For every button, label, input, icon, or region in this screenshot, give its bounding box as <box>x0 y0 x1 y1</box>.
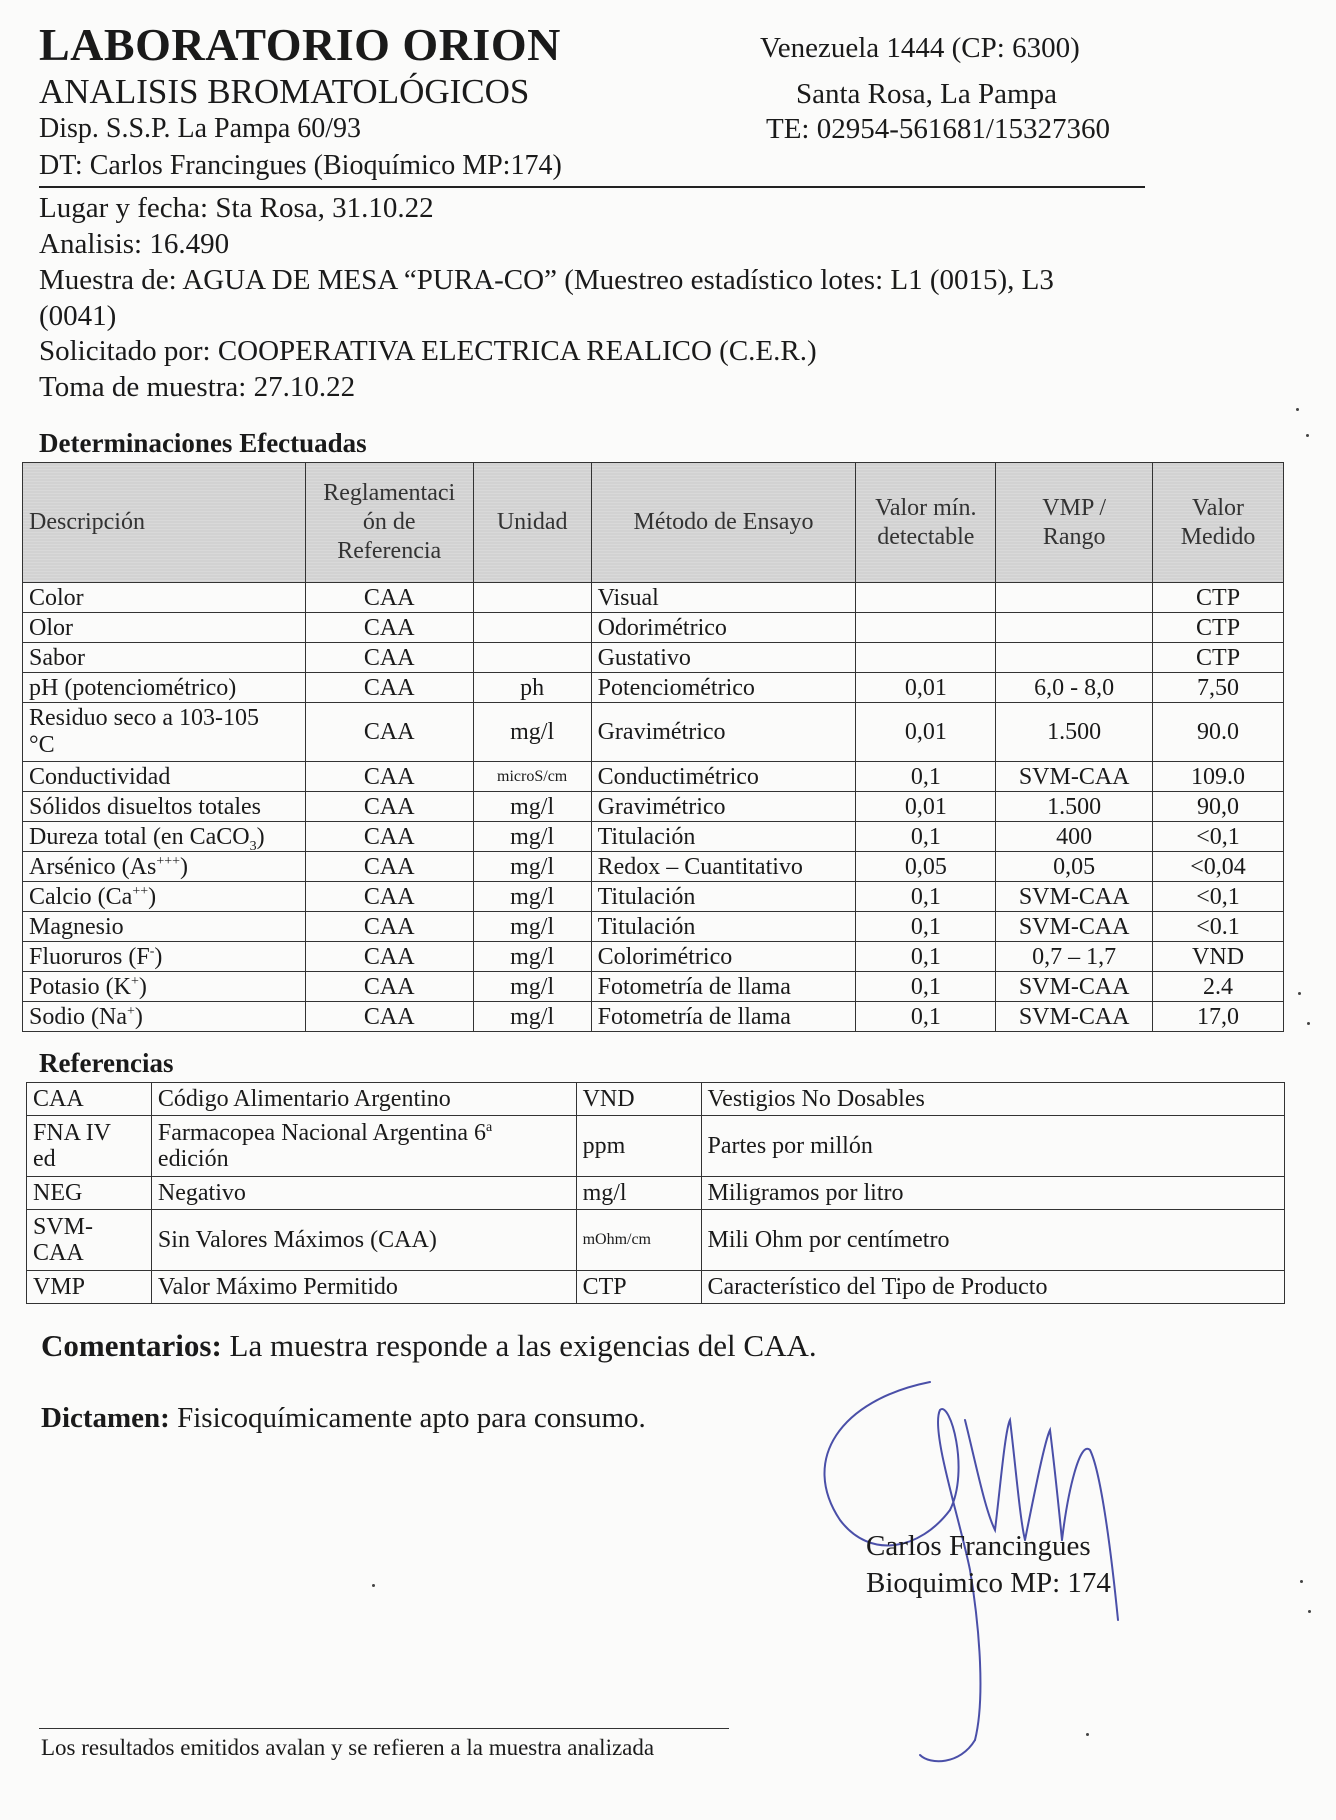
muestra-line-1: Muestra de: AGUA DE MESA “PURA-CO” (Muestreo estadístico lotes: L1 (0015), L3 <box>39 264 1054 296</box>
col-metodo: Método de Ensayo <box>591 463 856 583</box>
table-row: Sabor CAA Gustativo CTP <box>23 643 1284 673</box>
footer-divider <box>39 1728 729 1729</box>
col-vmp: VMP / Rango <box>996 463 1153 583</box>
scan-speck <box>1300 1580 1303 1583</box>
col-valor-min: Valor mín. detectable <box>856 463 996 583</box>
scan-speck <box>1307 1022 1310 1025</box>
lab-disposition: Disp. S.S.P. La Pampa 60/93 <box>39 113 362 144</box>
table-row: Sólidos disueltos totales CAA mg/l Gravimétrico 0,01 1.500 90,0 <box>23 792 1284 822</box>
table-row: CAA Código Alimentario Argentino VND Vestigios No Dosables <box>27 1083 1285 1116</box>
comentarios: Comentarios: La muestra responde a las exigencias del CAA. <box>41 1328 817 1363</box>
table-row: Residuo seco a 103-105 °C CAA mg/l Gravimétrico 0,01 1.500 90.0 <box>23 703 1284 762</box>
lugar-fecha: Lugar y fecha: Sta Rosa, 31.10.22 <box>39 192 434 224</box>
signer-name: Carlos Francingues <box>866 1530 1091 1562</box>
scan-speck <box>1298 992 1301 995</box>
referencias-title: Referencias <box>39 1048 174 1078</box>
toma-muestra: Toma de muestra: 27.10.22 <box>39 371 356 403</box>
muestra-line-2: (0041) <box>39 300 117 332</box>
table-row: Olor CAA Odorimétrico CTP <box>23 613 1284 643</box>
col-unidad: Unidad <box>473 463 591 583</box>
referencias-table <box>26 1082 1285 1304</box>
table-row: Sodio (Na+) CAA mg/l Fotometría de llama 0,1 SVM-CAA 17,0 <box>23 1002 1284 1032</box>
table-row: Dureza total (en CaCO$_3$) CAA mg/l Titulación 0,1 400 <0,1 <box>23 822 1284 852</box>
scan-speck <box>1296 408 1299 411</box>
table-row: Calcio (Ca++) CAA mg/l Titulación 0,1 SVM-CAA <0,1 <box>23 882 1284 912</box>
scan-speck <box>1306 434 1309 437</box>
scan-speck <box>1086 1733 1089 1736</box>
address-city: Santa Rosa, La Pampa <box>796 78 1057 110</box>
col-reglamentacion: Reglamentaci ón de Referencia <box>305 463 473 583</box>
technical-director: DT: Carlos Francingues (Bioquímico MP:174) <box>39 150 562 181</box>
table-row: pH (potenciométrico) CAA ph Potenciométrico 0,01 6,0 - 8,0 7,50 <box>23 673 1284 703</box>
lab-name: LABORATORIO ORION <box>39 19 561 70</box>
col-descripcion: Descripción <box>23 463 306 583</box>
determinaciones-title: Determinaciones Efectuadas <box>39 428 367 458</box>
footer-note: Los resultados emitidos avalan y se refieren a la muestra analizada <box>41 1735 655 1760</box>
table-row: Conductividad CAA microS/cm Conductimétrico 0,1 SVM-CAA 109.0 <box>23 762 1284 792</box>
analisis-number: Analisis: 16.490 <box>39 228 230 260</box>
table-row: Magnesio CAA mg/l Titulación 0,1 SVM-CAA <0.1 <box>23 912 1284 942</box>
phone: TE: 02954-561681/15327360 <box>766 113 1110 145</box>
lab-subtitle: ANALISIS BROMATOLÓGICOS <box>39 72 530 111</box>
signer-title: Bioquimico MP: 174 <box>866 1567 1111 1599</box>
table-row: Arsénico (As+++) CAA mg/l Redox – Cuantitativo 0,05 0,05 <0,04 <box>23 852 1284 882</box>
table-row: Potasio (K+) CAA mg/l Fotometría de llama 0,1 SVM-CAA 2.4 <box>23 972 1284 1002</box>
header-divider <box>39 186 1145 188</box>
scan-speck <box>1308 1610 1311 1613</box>
dictamen: Dictamen: Fisicoquímicamente apto para consumo. <box>41 1402 646 1434</box>
table-row: VMP Valor Máximo Permitido CTP Característico del Tipo de Producto <box>27 1271 1285 1304</box>
table-row: SVM- CAA Sin Valores Máximos (CAA) mOhm/cm Mili Ohm por centímetro <box>27 1210 1285 1271</box>
table-row: NEG Negativo mg/l Miligramos por litro <box>27 1177 1285 1210</box>
address-street: Venezuela 1444 (CP: 6300) <box>760 32 1080 64</box>
table-header-row <box>23 463 1284 583</box>
table-row: Fluoruros (F-) CAA mg/l Colorimétrico 0,1 0,7 – 1,7 VND <box>23 942 1284 972</box>
table-row: FNA IV ed Farmacopea Nacional Argentina 6$^a$ edición ppm Partes por millón <box>27 1116 1285 1177</box>
determinaciones-table <box>22 462 1284 1032</box>
col-valor-medido: Valor Medido <box>1153 463 1284 583</box>
table-row: Color CAA Visual CTP <box>23 583 1284 613</box>
scan-speck <box>372 1584 375 1587</box>
solicitado-por: Solicitado por: COOPERATIVA ELECTRICA REALICO (C.E.R.) <box>39 335 817 367</box>
